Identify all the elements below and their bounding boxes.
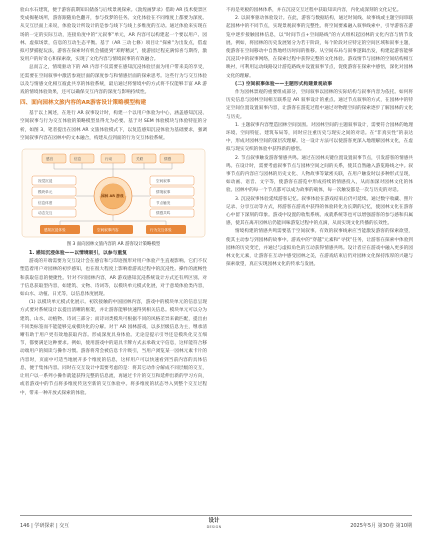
- article-body: [20, 7, 412, 510]
- figure-top-label: 关联: [136, 156, 144, 161]
- strategy-model-figure: [20, 147, 207, 239]
- figure-bottom-label: 感知沉浸体验: [44, 227, 66, 232]
- figure-bottom-label: 空间叙事内容: [97, 227, 119, 232]
- paragraph: 总而言之，情境驱动下的 AR 内容不仅需要在感知沉浸体验层面为用户带来美的享受，还需要在空间叙事中激活参观层面的深度参与和情感层面的探索思考。这些行为与交互体验以及与情感文化相互彼此共享的体验系统，最后通过将情境中的方式将不仅能够丰富 AR 游戏的情境体验效果，还可以确保交互内容的深度与影响持续性。: [20, 65, 207, 96]
- subsection-heading: (二) 空间叙事体验——主题形式构建景观故事: [235, 81, 333, 87]
- paragraph: (1) 以模块单元模式化展示。初次接触的中国园林内容，游戏中的模块单元的信息呈现方式要对系统设计以提出清晰的框架，并让游客能够快速得到相关信息。模块单元可以分为建筑、山水、动植物、诗词三部分；而诗词类模块可根据不同的风格差异来做匹配，提出由不同类标签而不能能够完成模块化的分解。对于 AR 园林游戏，以多层级信息为主，继承清晰有助于用户更有效地获取内容。形成深度具身体验。无论是提示引导还是模块化交互细节，都要满足这种要求。例如，使用游戏中的道具卡牌方式去承载文字信息，这样能符合移动端用户的阅读与操作习惯。游客将常会被信息卡片吸引，当用户浏览某一园林元素卡片的内容时，页面中可适当地展开多个维度的信息，这样用户可以快速看到当前内容的具体信息，便于集体内容。同时在交互设计中需要考虑的是：将其它动作分解成不同层级的交互，让用户以一系列小操作就能获得完整的信息流，再通过卡片的交互和延伸出新的学习方向，或者游戏中的节点将多维度传送至新的交互体验中。将多维度的状态导入到整个交互过程中，带来一种开放式探索的体验。: [20, 300, 207, 396]
- paragraph: 基于以上阐述，在进行 AR 叙事设计时，构建一个以用户体验为中心，涵盖感知沉浸、空间叙事与行为交互体验的策略模型显得尤为必要。基于对 SEM 体验模块与体验特征的分析，如图 3，笔者提出在园林 AR 文旅体验模式下，以复造感知沉浸体验为基础要求，强调空间叙事内容在园林中的文本融合，构建从点到面的行为交互体验系统。: [20, 111, 207, 141]
- figure-right-label: 空间叙事: [156, 178, 171, 183]
- figure-left-label: 动态交互: [38, 211, 53, 216]
- left-column: [20, 7, 207, 398]
- figure-bottom-label: 行为交互体验: [150, 227, 172, 232]
- right-column: [226, 7, 413, 270]
- top-label-boxes: [42, 154, 184, 163]
- paragraph: 作为园林景观的重要组成部分，空间叙事以园林的实际结构与叙事内容为依托。如何将历史信息与园林空间相互联系是 AR 叙事设计的重点。通过节点叙事的方式，在园林中的特定空间位置设置叙事内容，让游客在游览过程中通过对物理空间的探索逐步了解园林的文化与历史。: [226, 90, 413, 120]
- paragraph: 验山水石建筑，便于游客前期知识储备与后续景观探索。《敦煌画梦录》借助 AR 技术使景区变成揭秘场所，游客跟随角色翻开，参与找梦的任务。文化体验在不同维度上都要为深度。从交互层面上来说，体验设计所设计的是参与线下与线上多维度的互动。通过体验来实现在场的一定的实际互动，连接角度中的“元叙事”单元，AR 内容可以构建起一个要以用户、园林、虚拟场景，信息的互动生态平衡。基于（AR 三动七修）项目让“探索”为出发点，借虚拟可梦捕捉玩法，游客在探索时有机会捕捉到“邓野精灵”，使游园过程充满惊喜与期待，激发用户的好奇心和探索欲，实现了文化内容与情境叙事的有效融合。: [20, 8, 207, 63]
- figure-left-label: 信息体度: [38, 200, 53, 205]
- footer-divider: [20, 515, 412, 516]
- figure-top-label: 感官: [46, 156, 54, 161]
- figure-left-label: 视觉沉浸: [38, 178, 53, 183]
- paragraph: 3. 沉浸叙事体验延续游客记忆。叙事体验在游戏结束后仍可延续。通过数字收藏、照片记录、分享互动等方式，将游客在游戏中获得的体验转化为长期的记忆，使园林文化在游客心中留下深刻的印象。游戏中设置的收集系统、成就系统等也可以增强游客的参与感和归属感，使其在离开园林后仍能回味游览过程中的点滴，从而实现文化传播的长效性。: [226, 196, 413, 227]
- figure-right-label: 情境叙事: [156, 189, 171, 194]
- figure-top-label: 情感: [164, 156, 172, 161]
- subsection-heading: 1. 感知沉浸体验——以情境吸引，以参与重复: [29, 251, 127, 257]
- figure-top-label: 信息: [74, 156, 82, 161]
- paragraph: 2. 节点叙事触发游客情感共鸣。通过在园林关键位置设置叙事节点，引发游客的情感共鸣。在设计时，需要考虑叙事节点与园林空间之间的关系，使其自然融入游览路线之中。叙事节点的内容应与园林的历史文化、人物故事等紧密关联，在用户触发时以多种形式呈现，如动画、语音、文字等，使游客在游览中形成持续的情感投入，从而加深对园林文化的体验。园林中的每一个节点都可以成为故事的载体，每一次触发都是一次与历史的对话。: [226, 155, 413, 194]
- paragraph: 不再是死板的园林体系，并在沉浸交互过程中获取知识内容，内化成深刻的文化记忆。: [226, 8, 402, 13]
- paragraph: 1. 主题叙事内容塑造园林空间氛围。对园林空间的主题叙事设计，需要符合园林的地理环境、空间特征、建筑布局等，同时应注重历史与现实之间的对话。在“非真实性”的表达中，形成对园林空间的深层次理解。这一设计方法可以使游客更深入地理解园林文化，在虚拟与现实交织的体验中获得新的感悟。: [226, 122, 413, 153]
- figure-top-label: 行动: [105, 156, 113, 161]
- footer-page-info: 146 | 学研探索 | 交互: [20, 523, 70, 529]
- figure-caption: 图 3 面向园林文旅内容的 AR 游客设计策略模型: [66, 242, 161, 248]
- section-heading: 四、面向园林文旅内容的AR游客设计策略模型构建: [20, 100, 147, 107]
- figure-center-label: 园林 AR 游戏: [101, 194, 124, 199]
- paragraph: 游戏的开端需要为交互设计会在感官和与印迹图形对用户体验产生直观影响。它们不仅塑造着用户对园林的初步感知，也在很大程度上影响着游戏过程中的沉浸性。操作的流畅性和获取信息的便捷性。针对不同园林内容，AR 游戏感知沉浸系统设计方式还有所区别。对于信息获取型内容，如建筑、文物、诗词等，以模块单元模式化展，对于意境体验类内容，如山水、动植、日光等，以信息体度展现。: [20, 259, 207, 298]
- figure-left-label: 模块单元: [38, 189, 53, 194]
- figure-right-label: 节点触发: [156, 200, 171, 205]
- paragraph: 2. 以叙事驱动体验设计。在此，游客与数据结构，通过时间线、故事线或主题空间串联起园林中的不同节点，实现景观叙事的完整性。将空间要素融入叙事线索中，引导游客在游览中逐步接触园林信息，以“时间节点+空间路线”的方式组织起园林的文化内容与情节发展。例如，将园林的历史发展划分为若干阶段，每个阶段对应特定的空间区域和叙事主题，使游客在空间移动中自然地经历时间的推移。从空间布局与叙事逻辑出发，构建起游客能够沉浸其中的叙事网络，在探索过程中获得完整的文化体验。游戏情节与园林的空间结构相互映衬，可利用运动线路设计游览路线并设置叙事节点，促使游客在探索中感悟，深化对园林文化的理解。: [226, 16, 413, 79]
- journal-logo-cn: 设计: [208, 518, 220, 524]
- figure-right-label: 情感共鸣: [156, 211, 171, 216]
- footer-issue-info: 2025年5月 第30卷 第10期: [350, 523, 412, 529]
- paragraph: 情境构建的情感共鸣需要基于空间叙事。有效的叙事线索应当能激发游客的探索欲望，使其主动参与到园林的故事中。游戏中的“穿越”元素和“寻找”任务，让游客在探索中体验到园林的历史变迁，并通过与虚拟角色的互动获得情感共鸣。设计者应在游戏中融入更多的园林文化元素，让游客在互动中感受园林之美，在游戏结束后仍对园林文化保持浓厚的兴趣与探索欲望，真正实现园林文化的传承与发展。: [226, 229, 413, 268]
- journal-logo-en: DESIGN: [206, 525, 222, 529]
- journal-logo: [202, 518, 226, 529]
